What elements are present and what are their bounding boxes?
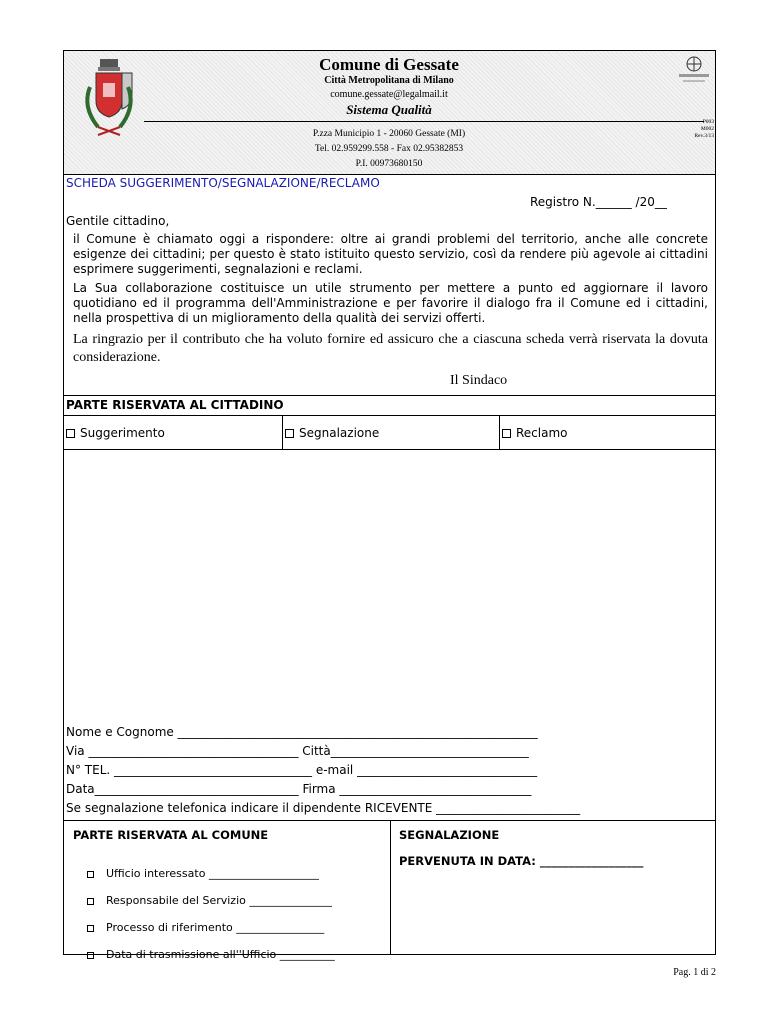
- segnalazione-title: SEGNALAZIONE: [399, 828, 500, 842]
- municipality-title: Comune di Gessate: [319, 55, 459, 74]
- received-date-field[interactable]: PERVENUTA IN DATA: __________________: [399, 854, 644, 868]
- receiver-field[interactable]: Se segnalazione telefonica indicare il dipendente RICEVENTE ________________________: [66, 801, 581, 815]
- form-frame: [63, 50, 716, 961]
- quality-system-label: Sistema Qualità: [346, 102, 432, 117]
- office-item-label: Responsabile del Servizio _______________: [106, 894, 332, 907]
- office-divider: [390, 820, 391, 955]
- municipality-subtitle: Città Metropolitana di Milano: [324, 75, 454, 86]
- intro-paragraph-3: La ringrazio per il contributo che ha voluto fornire ed assicuro che a ciascuna scheda verrà riservata la dovuta considerazione.: [73, 332, 708, 365]
- address: P.zza Municipio 1 - 20060 Gessate (MI): [312, 129, 466, 139]
- doc-code-line: M002: [700, 126, 714, 132]
- doc-code-line: Rev.3/13: [694, 133, 714, 139]
- option-label: Segnalazione: [299, 426, 380, 440]
- checkbox[interactable]: [87, 898, 94, 905]
- office-item-label: Processo di riferimento ________________: [106, 921, 325, 934]
- intro-paragraph-2: La Sua collaborazione costituisce un utile strumento per mettere a punto ed aggiornare il lavoro quotidiano ed il programma dell'Amministrazione e per favorire il dialogo fra il Comune ed i cittadini, nella prospettiva di un miglioramento della qualità dei servizi offerti.: [73, 281, 708, 325]
- option-label: Reclamo: [516, 426, 568, 440]
- office-item-label: Data di trasmissione all''Ufficio __________: [106, 948, 335, 961]
- signature-mayor: Il Sindaco: [450, 373, 508, 388]
- checkbox[interactable]: [87, 952, 94, 959]
- intro-paragraph-1: il Comune è chiamato oggi a rispondere: oltre ai grandi problemi del territorio, anche alle concrete esigenze dei cittadini; per questo è stato istituito questo servizio, così da rendere più agevole ai cittadini esprimere suggerimenti, segnalazioni e reclami.: [73, 232, 708, 276]
- document-code: [674, 119, 714, 140]
- page-number: Pag. 1 di 2: [673, 967, 716, 978]
- option-divider: [282, 415, 283, 449]
- tel-email-field[interactable]: N° TEL. _________________________________ e-mail ______________________________: [66, 763, 538, 777]
- section-rule: [64, 395, 715, 396]
- quality-certification-icon: [676, 55, 712, 89]
- via-city-field[interactable]: Via ___________________________________ Città_________________________________: [66, 744, 529, 758]
- header-divider: [144, 121, 704, 122]
- checkbox[interactable]: [87, 871, 94, 878]
- name-field[interactable]: Nome e Cognome ____________________________________________________________: [66, 725, 538, 739]
- checkbox[interactable]: [87, 925, 94, 932]
- checkbox[interactable]: [502, 429, 511, 438]
- doc-code-line: P003: [702, 119, 714, 125]
- option-suggerimento[interactable]: [66, 426, 165, 440]
- checkbox[interactable]: [285, 429, 294, 438]
- message-textarea[interactable]: [64, 450, 715, 722]
- office-item-label: Ufficio interessato ____________________: [106, 867, 319, 880]
- checkbox[interactable]: [66, 429, 75, 438]
- option-segnalazione[interactable]: [285, 426, 379, 440]
- header: [64, 51, 715, 175]
- citizen-section-title: PARTE RISERVATA AL CITTADINO: [66, 398, 284, 412]
- form-heading: SCHEDA SUGGERIMENTO/SEGNALAZIONE/RECLAMO: [66, 176, 380, 190]
- option-reclamo[interactable]: [502, 426, 568, 440]
- greeting: Gentile cittadino,: [66, 214, 170, 228]
- office-section-title: PARTE RISERVATA AL COMUNE: [73, 828, 269, 842]
- phone-fax: Tel. 02.959299.558 - Fax 02.95382853: [314, 144, 464, 154]
- date-signature-field[interactable]: Data__________________________________ Firma ________________________________: [66, 782, 532, 796]
- email-address[interactable]: comune.gessate@legalmail.it: [330, 89, 448, 100]
- office-item-trasmissione[interactable]: [73, 935, 335, 974]
- registro-number: Registro N.______ /20__: [530, 195, 667, 209]
- option-label: Suggerimento: [80, 426, 165, 440]
- option-divider: [499, 415, 500, 449]
- vat-number: P.I. 00973680150: [355, 159, 423, 169]
- section-rule: [64, 415, 715, 416]
- coat-of-arms-logo: [76, 57, 142, 137]
